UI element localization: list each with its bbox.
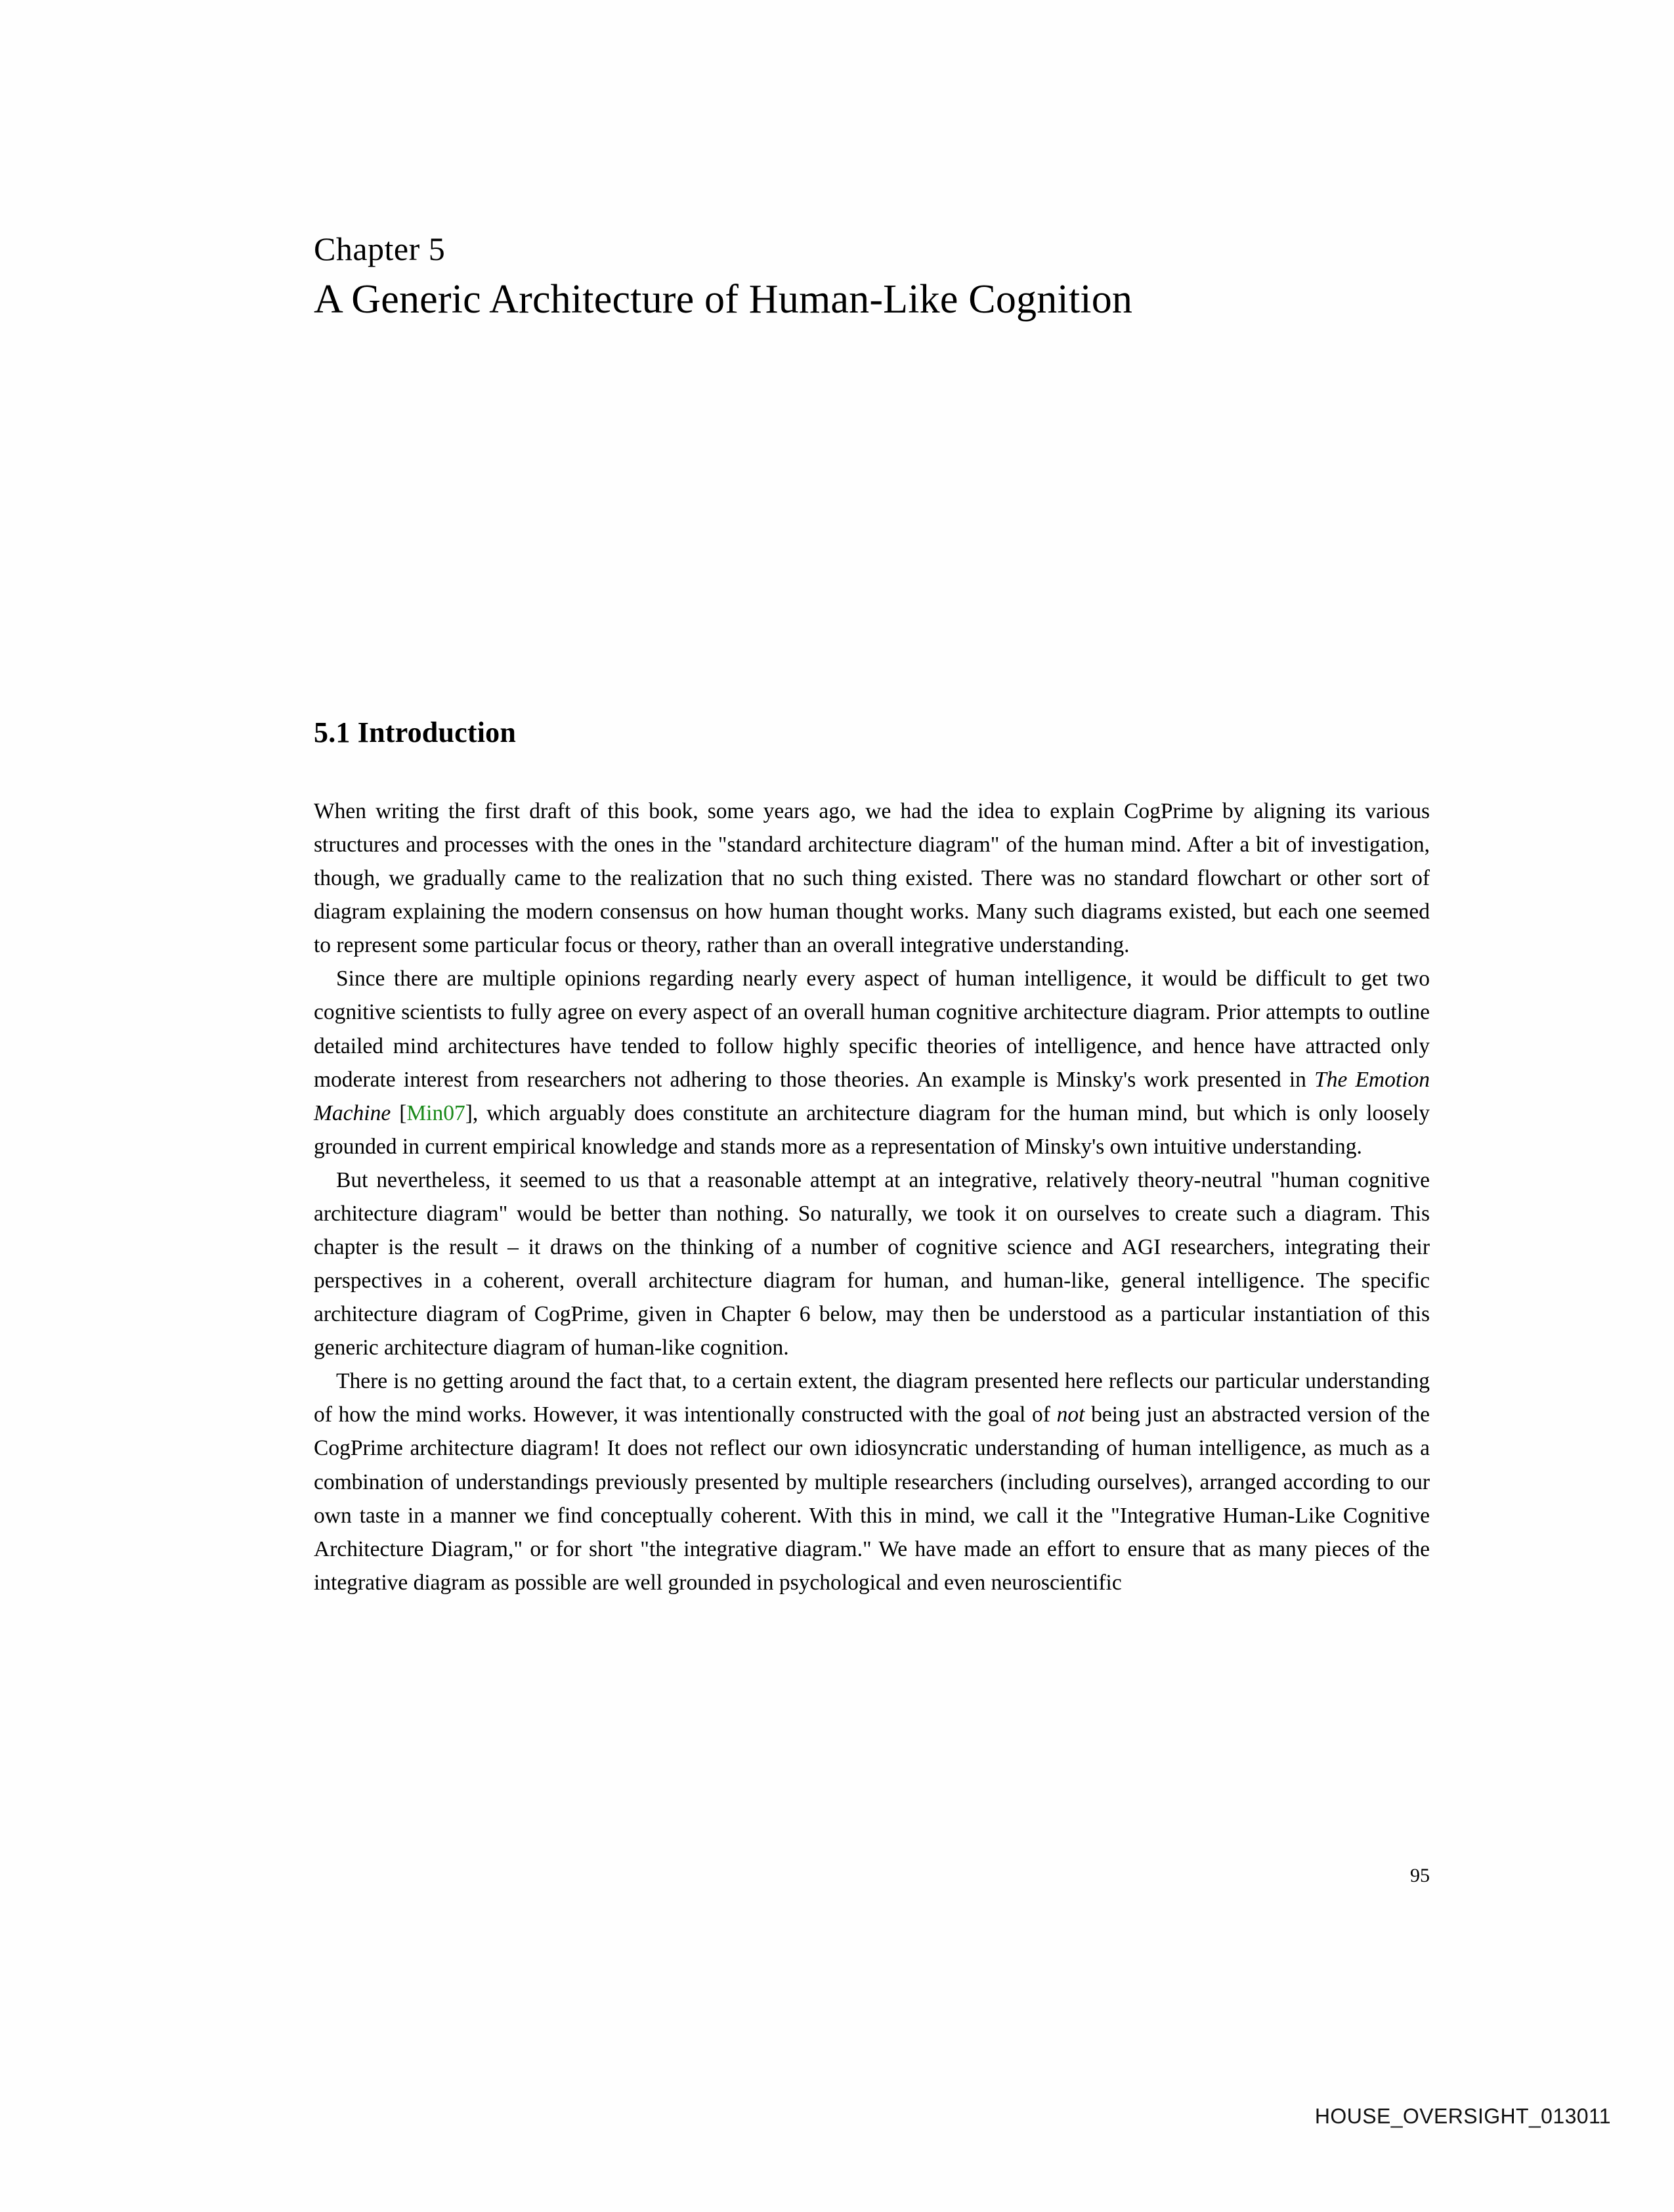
paragraph-2-part-a: Since there are multiple opinions regarding nearly every aspect of human intelligence, it would be difficult to get two cognitive scientists to fully agree on every aspect of an overall human cognitive architecture diagram. Prior attempts to outline detailed mind architectures have tended to follow highly specific theories of intelligence, and hence have attracted only moderate interest from researchers not adhering to those theories. An example is Minsky's work presented in [314,966,1430,1092]
bates-stamp: HOUSE_OVERSIGHT_013011 [1314,2104,1611,2128]
body-text [314,794,1430,1599]
paragraph-4-part-b: being just an abstracted version of the CogPrime architecture diagram! It does not reflect our own idiosyncratic understanding of human intelligence, as much as a combination of understandings previously presented by multiple researchers (including ourselves), arranged according to our own taste in a manner we find conceptually coherent. With this in mind, we call it the "Integrative Human-Like Cognitive Architecture Diagram," or for short "the integrative diagram." We have made an effort to ensure that as many pieces of the integrative diagram as possible are well grounded in psychological and even neuroscientific [314,1402,1430,1595]
section-heading: 5.1 Introduction [314,716,516,748]
book-title-emotion-machine: The Emotion Machine [314,1067,1430,1125]
citation-link-min07[interactable]: Min07 [406,1100,465,1125]
chapter-header [314,230,1430,322]
paragraph-4-part-a: There is no getting around the fact that, to a certain extent, the diagram presented here reflects our particular understanding of how the mind works. However, it was intentionally constructed with the goal of [314,1369,1430,1427]
paragraph-4 [314,1364,1430,1599]
paragraph-1: When writing the first draft of this book, some years ago, we had the idea to explain CogPrime by aligning its various structures and processes with the ones in the "standard architecture diagram" of the human mind. After a bit of investigation, though, we gradually came to the realization that no such thing existed. There was no standard flowchart or other sort of diagram explaining the modern consensus on how human thought works. Many such diagrams existed, but each one seemed to represent some particular focus or theory, rather than an overall integrative understanding. [314,799,1430,958]
chapter-label: Chapter 5 [314,230,446,267]
paragraph-2-part-b: [ [391,1100,407,1125]
chapter-title: A Generic Architecture of Human-Like Cognition [314,277,1133,322]
paragraph-2-part-c: ], which arguably does constitute an architecture diagram for the human mind, but which is only loosely grounded in current empirical knowledge and stands more as a representation of Minsky's own intuitive understanding. [314,1100,1430,1159]
paragraph-2 [314,962,1430,1163]
page-number: 95 [1410,1865,1430,1886]
paragraph-3: But nevertheless, it seemed to us that a reasonable attempt at an integrative, relatively theory-neutral "human cognitive architecture diagram" would be better than nothing. So naturally, we took it on ourselves to create such a diagram. This chapter is the result – it draws on the thinking of a number of cognitive science and AGI researchers, integrating their perspectives in a coherent, overall architecture diagram for human, and human-like, general intelligence. The specific architecture diagram of CogPrime, given in Chapter 6 below, may then be understood as a particular instantiation of this generic architecture diagram of human-like cognition. [314,1167,1430,1360]
emphasis-not: not [1056,1402,1085,1427]
